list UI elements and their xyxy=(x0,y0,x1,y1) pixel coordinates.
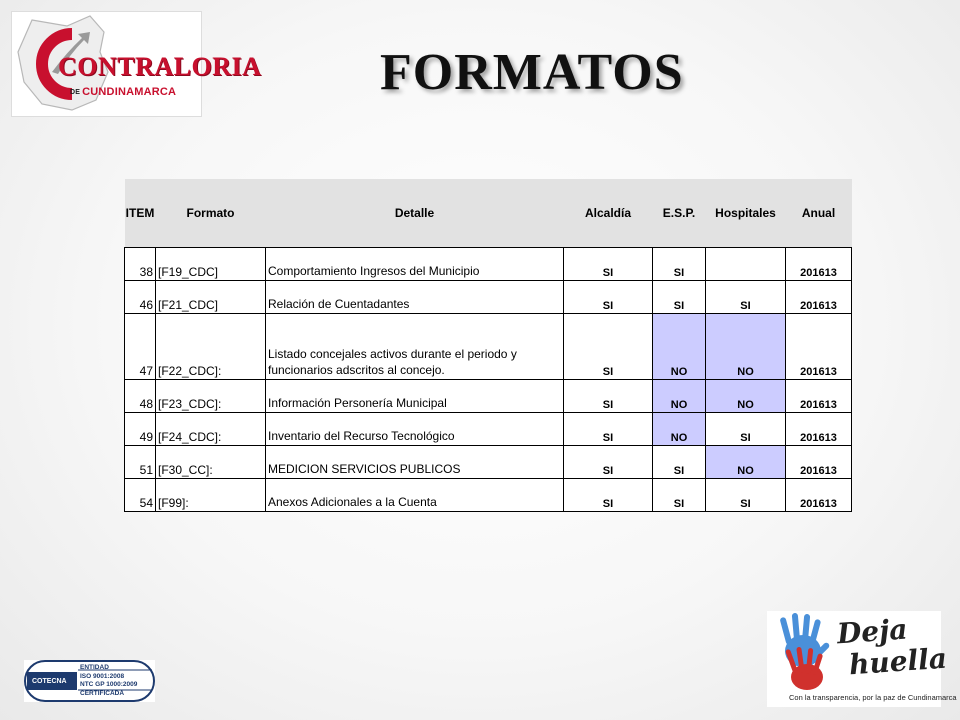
item-cell: 49 xyxy=(125,412,156,445)
formato-cell: [F99]: xyxy=(156,478,266,511)
alcaldia-cell: SI xyxy=(564,412,653,445)
formato-cell: [F30_CC]: xyxy=(156,445,266,478)
item-cell: 54 xyxy=(125,478,156,511)
table-row xyxy=(125,445,852,478)
anual-cell: 201613 xyxy=(786,280,852,313)
anual-cell: 201613 xyxy=(786,313,852,379)
campaign-tagline: Con la transparencia, por la paz de Cundinamarca xyxy=(789,693,957,702)
anual-cell: 201613 xyxy=(786,412,852,445)
table-row xyxy=(125,247,852,280)
formato-cell: [F19_CDC] xyxy=(156,247,266,280)
item-cell: 48 xyxy=(125,379,156,412)
detalle-cell: MEDICION SERVICIOS PUBLICOS xyxy=(266,445,564,478)
anual-cell: 201613 xyxy=(786,445,852,478)
cert-lines xyxy=(80,664,152,698)
campaign-word-1: Deja xyxy=(835,612,909,651)
formatos-table xyxy=(124,179,852,512)
esp-cell: NO xyxy=(653,379,706,412)
alcaldia-cell: SI xyxy=(564,478,653,511)
campaign-word-2: huella xyxy=(847,641,948,682)
anual-cell: 201613 xyxy=(786,379,852,412)
cert-line: ENTIDAD xyxy=(80,664,109,671)
column-header: Alcaldía xyxy=(584,205,632,220)
hospitales-cell xyxy=(706,247,786,280)
column-header: Anual xyxy=(801,205,836,220)
hospitales-cell: NO xyxy=(706,313,786,379)
hospitales-cell: SI xyxy=(706,412,786,445)
hospitales-cell: NO xyxy=(706,379,786,412)
table-row xyxy=(125,412,852,445)
contraloria-logo xyxy=(11,11,262,117)
table-row xyxy=(125,313,852,379)
item-cell: 47 xyxy=(125,313,156,379)
detalle-cell: Listado concejales activos durante el periodo y funcionarios adscritos al concejo. xyxy=(266,313,564,379)
item-cell: 38 xyxy=(125,247,156,280)
deja-huella-logo xyxy=(767,611,957,707)
anual-cell: 201613 xyxy=(786,478,852,511)
logo-sub-name: CUNDINAMARCA xyxy=(82,86,177,98)
certification-badge xyxy=(24,660,155,702)
column-header: Detalle xyxy=(394,205,435,220)
esp-cell: NO xyxy=(653,313,706,379)
column-header: Hospitales xyxy=(715,205,776,220)
hospitales-cell: SI xyxy=(706,280,786,313)
esp-cell: SI xyxy=(653,478,706,511)
formato-cell: [F21_CDC] xyxy=(156,280,266,313)
hospitales-cell: NO xyxy=(706,445,786,478)
page-title: FORMATOS xyxy=(380,44,684,101)
logo-wordmark: CONTRALORIA xyxy=(58,52,262,81)
anual-cell: 201613 xyxy=(786,247,852,280)
esp-cell: NO xyxy=(653,412,706,445)
alcaldia-cell: SI xyxy=(564,247,653,280)
alcaldia-cell: SI xyxy=(564,379,653,412)
formato-cell: [F22_CDC]: xyxy=(156,313,266,379)
esp-cell: SI xyxy=(653,445,706,478)
alcaldia-cell: SI xyxy=(564,313,653,379)
esp-cell: SI xyxy=(653,280,706,313)
detalle-cell: Inventario del Recurso Tecnológico xyxy=(266,412,564,445)
detalle-cell: Anexos Adicionales a la Cuenta xyxy=(266,478,564,511)
table-row xyxy=(125,280,852,313)
esp-cell: SI xyxy=(653,247,706,280)
detalle-cell: Comportamiento Ingresos del Municipio xyxy=(266,247,564,280)
column-header: Formato xyxy=(186,205,235,220)
formato-cell: [F24_CDC]: xyxy=(156,412,266,445)
alcaldia-cell: SI xyxy=(564,280,653,313)
detalle-cell: Información Personería Municipal xyxy=(266,379,564,412)
item-cell: 46 xyxy=(125,280,156,313)
logo-subtitle xyxy=(70,86,176,98)
formato-cell: [F23_CDC]: xyxy=(156,379,266,412)
item-cell: 51 xyxy=(125,445,156,478)
cert-line: NTC GP 1000:2009 xyxy=(80,681,138,688)
column-header: E.S.P. xyxy=(662,205,696,220)
logo-sub-de: DE xyxy=(70,88,81,96)
hospitales-cell: SI xyxy=(706,478,786,511)
cert-line: CERTIFICADA xyxy=(80,689,125,697)
alcaldia-cell: SI xyxy=(564,445,653,478)
table-header-row xyxy=(125,179,852,247)
cert-brand: COTECNA xyxy=(29,677,70,686)
table-row xyxy=(125,379,852,412)
column-header: ITEM xyxy=(125,205,155,220)
detalle-cell: Relación de Cuentadantes xyxy=(266,280,564,313)
table-row xyxy=(125,478,852,511)
cert-line: ISO 9001:2008 xyxy=(80,672,125,680)
